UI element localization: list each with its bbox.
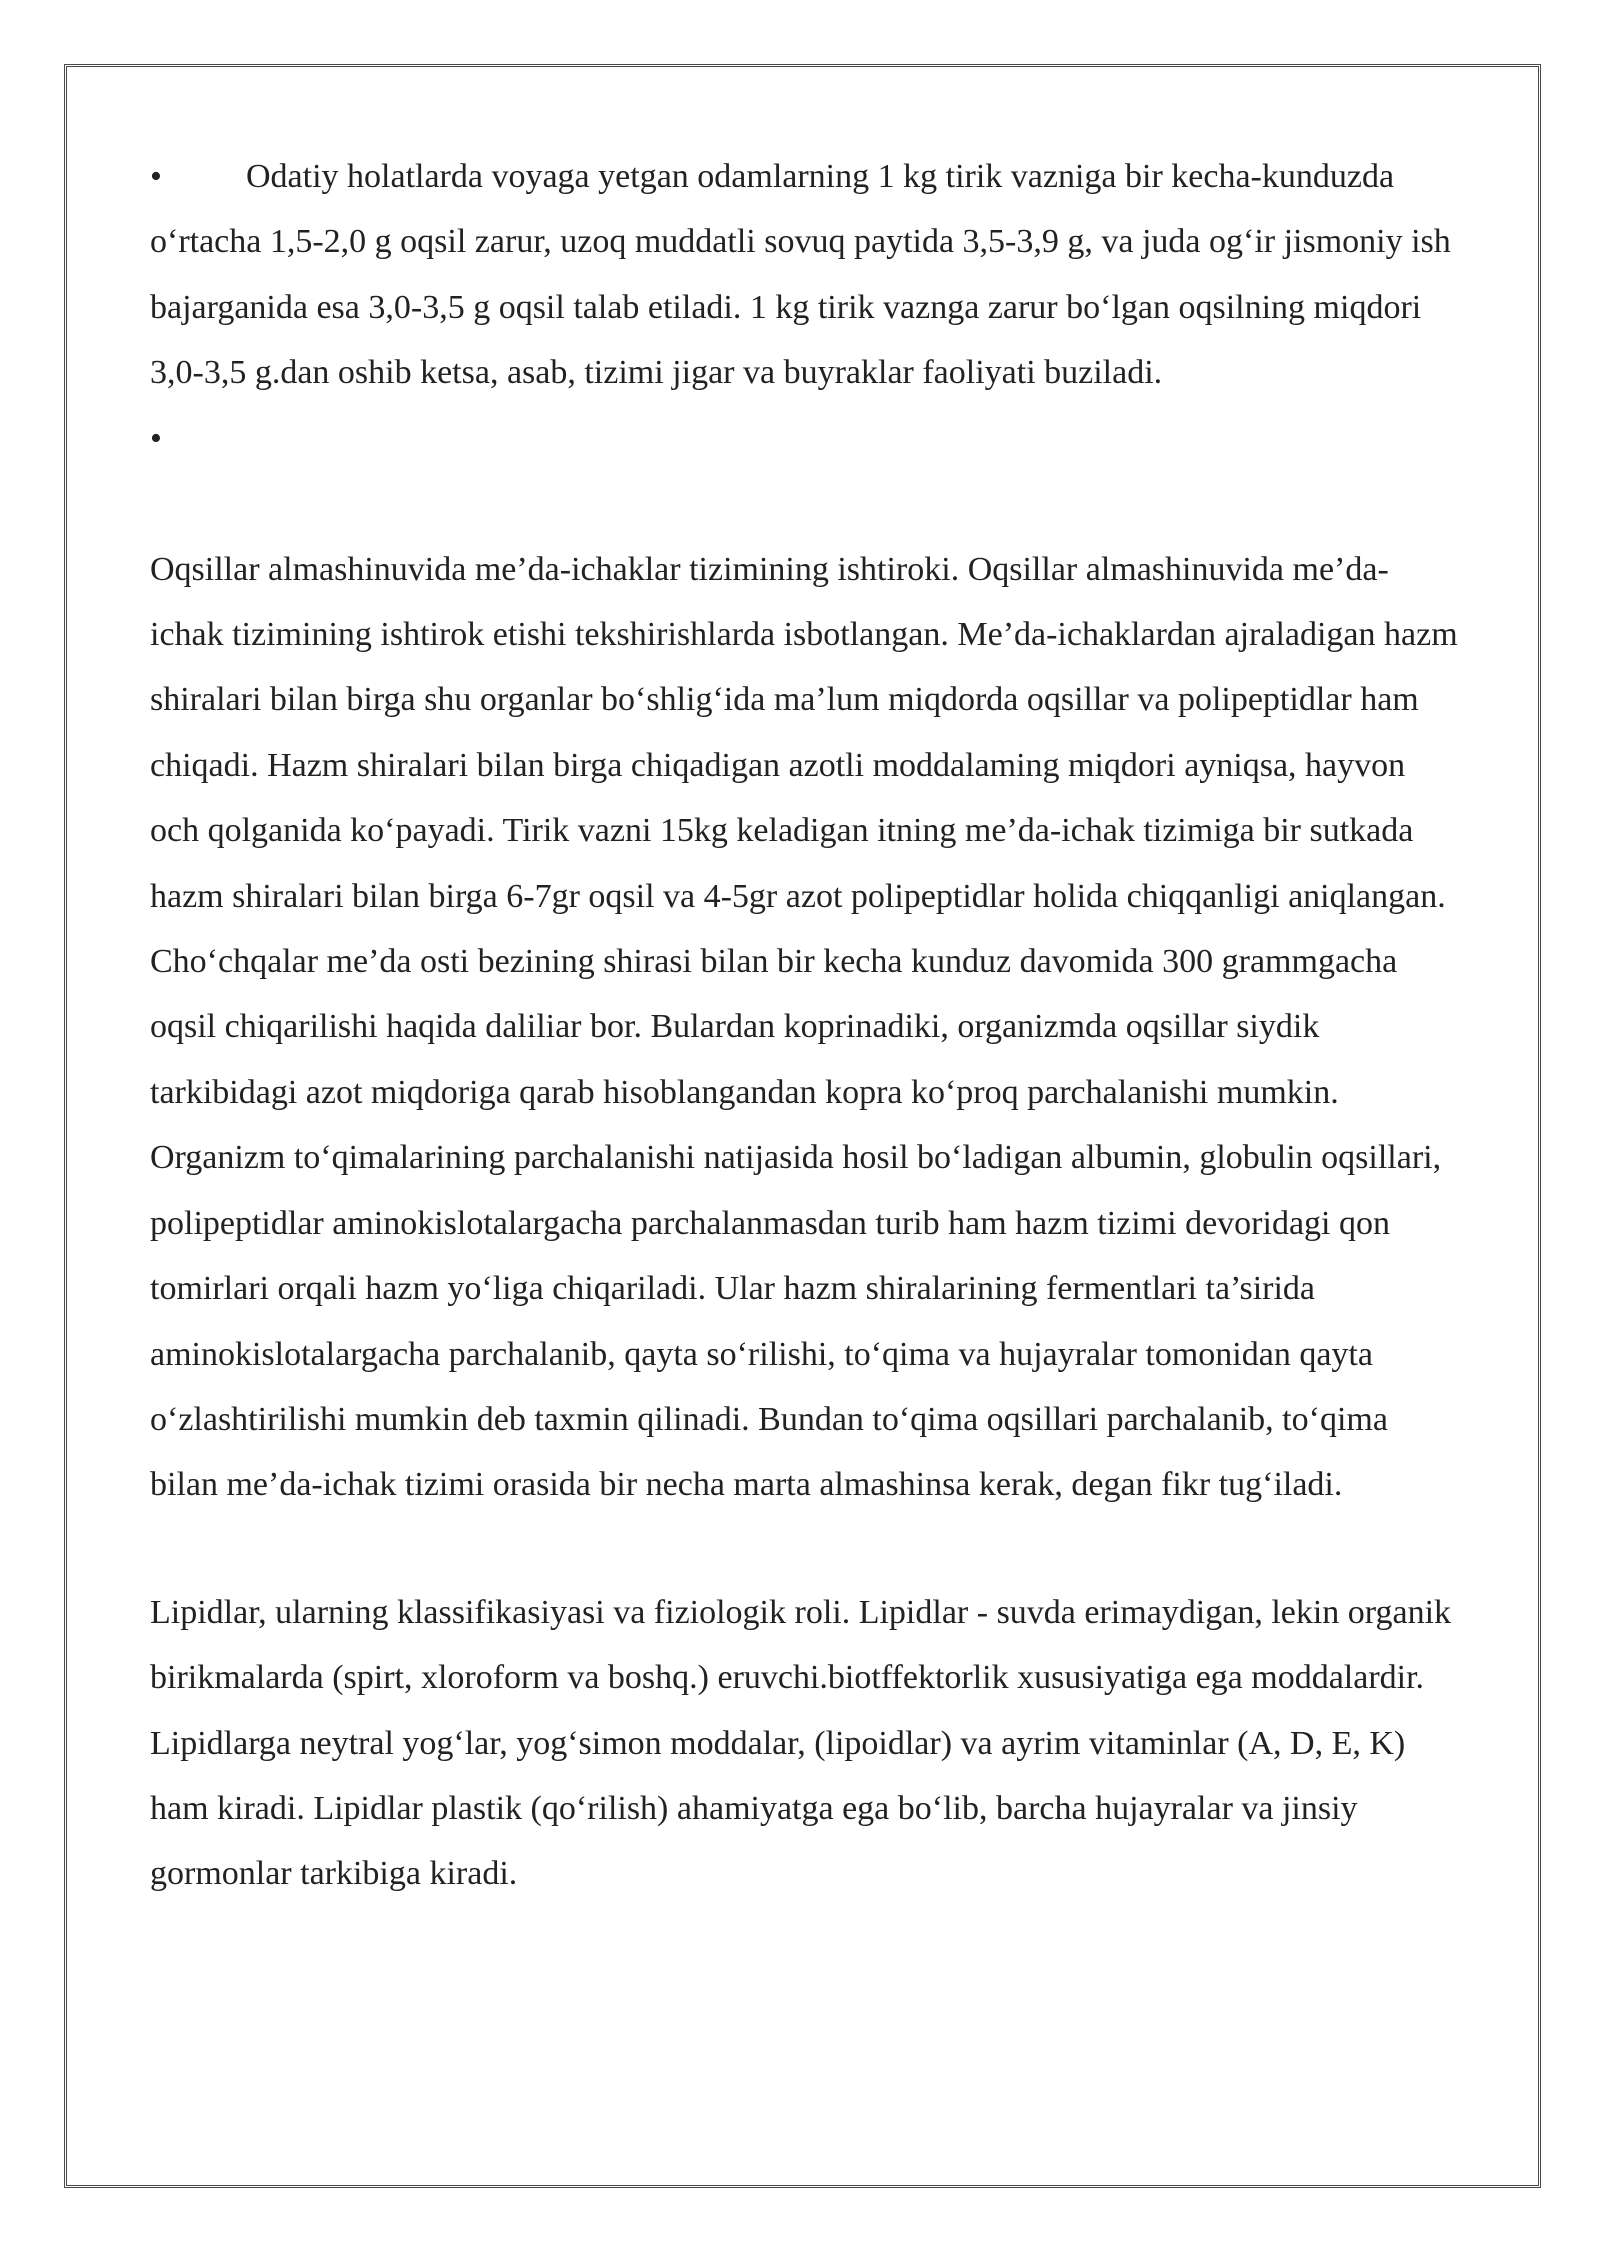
paragraph-lipids: Lipidlar, ularning klassifikasiyasi va fiziologik roli. Lipidlar - suvda erimaydigan, lekin organik birikmalarda (spirt, xloroform va boshq.) eruvchi.biotffektorlik xususiyatiga ega moddalardir. Lipidlarga neytral yog‘lar, yog‘simon moddalar, (lipoidlar) va ayrim vitaminlar (A, D, E, K) ham kiradi. Lipidlar plastik (qo‘rilish) ahamiyatga ega bo‘lib, barcha hujayralar va jinsiy gormonlar tarkibiga kiradi. xyxy=(150,1593,1452,1893)
empty-bullet-line xyxy=(150,406,1460,471)
document-body xyxy=(150,144,1460,1907)
paragraph-protein-metabolism: Oqsillar almashinuvida me’da-ichaklar tizimining ishtiroki. Oqsillar almashinuvida me’da-ichak tizimining ishtirok etishi tekshirishlarda isbotlangan. Me’da-ichaklardan ajraladigan hazm shiralari bilan birga shu organlar bo‘shlig‘ida ma’lum miqdorda oqsillar va polipeptidlar ham chiqadi. Hazm shiralari bilan birga chiqadigan azotli moddalaming miqdori ayniqsa, hayvon och qolganida ko‘payadi. Tirik vazni 15kg keladigan itning me’da-ichak tizimiga bir sutkada hazm shiralari bilan birga 6-7gr oqsil va 4-5gr azot polipeptidlar holida chiqqanligi aniqlangan. Cho‘chqalar me’da osti bezining shirasi bilan bir kecha kunduz davomida 300 grammgacha oqsil chiqarilishi haqida daliliar bor. Bulardan koprinadiki, organizmda oqsillar siydik tarkibidagi azot miqdoriga qarab hisoblangandan kopra ko‘proq parchalanishi mumkin. Organizm to‘qimalarining parchalanishi natijasida hosil bo‘ladigan albumin, globulin oqsillari, polipeptidlar aminokislotalargacha parchalanmasdan turib ham hazm tizimi devoridagi qon tomirlari orqali hazm yo‘liga chiqariladi. Ular hazm shiralarining fermentlari ta’sirida aminokislotalargacha parchalanib, qayta so‘rilishi, to‘qima va hujayralar tomonidan qayta o‘zlashtirilishi mumkin deb taxmin qilinadi. Bundan to‘qima oqsillari parchalanib, to‘qima bilan me’da-ichak tizimi orasida bir necha marta almashinsa kerak, degan fikr tug‘iladi. xyxy=(150,550,1458,1504)
paragraph-text: Odatiy holatlarda voyaga yetgan odamlarning 1 kg tirik vazniga bir kecha-kunduzda o‘rtacha 1,5-2,0 g oqsil zarur, uzoq muddatli sovuq paytida 3,5-3,9 g, va juda og‘ir jismoniy ish bajarganida esa 3,0-3,5 g oqsil talab etiladi. 1 kg tirik vaznga zarur bo‘lgan oqsilning miqdori 3,0-3,5 g.dan oshib ketsa, asab, tizimi jigar va buyraklar faoliyati buziladi. xyxy=(150,158,1451,392)
bullet-symbol: • xyxy=(150,419,162,457)
bullet-symbol: • xyxy=(150,158,162,195)
bullet-paragraph xyxy=(150,144,1460,406)
